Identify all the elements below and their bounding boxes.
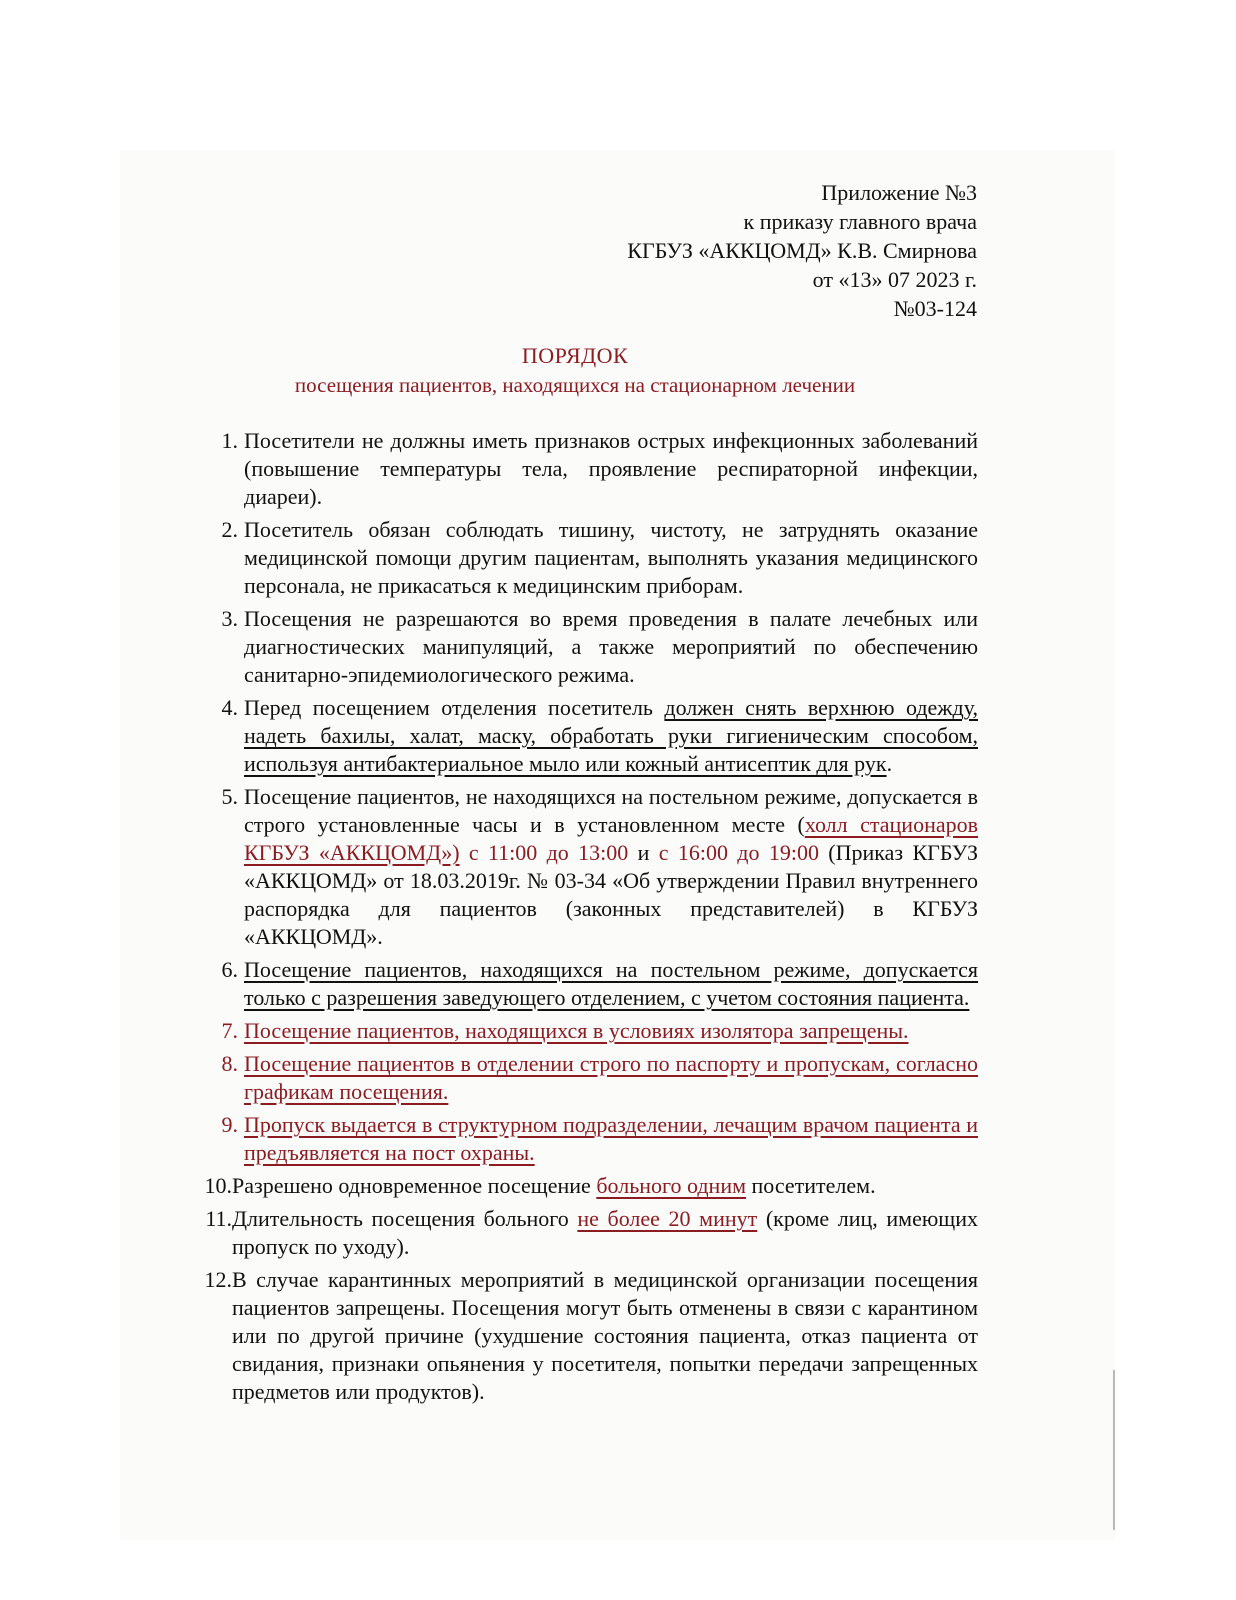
item-text-end: . bbox=[886, 751, 893, 776]
item-text bbox=[232, 1205, 978, 1261]
list-item bbox=[198, 783, 978, 951]
item-number: 3. bbox=[221, 606, 238, 631]
item-text-plain: Перед посещением отделения посетитель bbox=[244, 695, 665, 720]
item-text-plain: Длительность посещения больного bbox=[232, 1206, 578, 1231]
item-number: 5. bbox=[221, 784, 238, 809]
item-number: 8. bbox=[221, 1051, 238, 1076]
item-text-underlined: должен снять верхнюю одежду, надеть бахилы, халат, маску, обработать руки гигиеническим способом, используя антибактериальное мыло или кожный антисептик для рук bbox=[244, 695, 978, 776]
item-text: Посещение пациентов, находящихся на постельном режиме, допускается только с разрешения заведующего отделением, с учетом состояния пациента. bbox=[244, 957, 978, 1010]
visit-duration: не более 20 минут bbox=[577, 1206, 758, 1231]
item-text: Посетители не должны иметь признаков острых инфекционных заболеваний (повышение температуры тела, проявление респираторной инфекции, диареи). bbox=[244, 428, 978, 509]
item-number: 12. bbox=[204, 1267, 232, 1292]
item-text-plain: Разрешено одновременное посещение bbox=[232, 1173, 597, 1198]
item-number: 10. bbox=[204, 1173, 232, 1198]
item-number: 1. bbox=[221, 428, 238, 453]
order-reference-header bbox=[417, 178, 977, 323]
visit-hours-morning: с 11:00 до 13:00 bbox=[459, 840, 629, 865]
item-text-plain: (кроме лиц, имеющих пропуск по уходу). bbox=[232, 1206, 978, 1259]
order-number: №03-124 bbox=[893, 296, 977, 321]
appendix-label: Приложение №3 bbox=[821, 180, 977, 205]
document-subtitle: посещения пациентов, находящихся на стационарном лечении bbox=[294, 373, 856, 397]
item-text-plain: (Приказ КГБУЗ «АККЦОМД» от 18.03.2019г. № 03-34 «Об утверждении Правил внутреннего распорядка для пациентов (законных представителей) в КГБУЗ «АККЦОМД». bbox=[244, 840, 979, 949]
list-item bbox=[198, 516, 978, 600]
sheet-edge bbox=[1113, 1370, 1115, 1530]
visit-location: холл стационаров КГБУЗ «АККЦОМД») bbox=[244, 812, 978, 865]
item-text: Посещение пациентов в отделении строго по паспорту и пропускам, согласно графикам посещения. bbox=[244, 1051, 978, 1104]
rules-list bbox=[198, 427, 978, 1411]
list-item bbox=[198, 694, 978, 778]
item-text-plain: Посещение пациентов, не находящихся на постельном режиме, допускается в строго установленные часы и в установленном месте ( bbox=[244, 784, 978, 837]
item-text-plain: посетителем. bbox=[746, 1173, 876, 1198]
item-text: Посещения не разрешаются во время проведения в палате лечебных или диагностических манипуляций, а также мероприятий по обеспечению санитарно-эпидемиологического режима. bbox=[244, 606, 978, 687]
item-text: Пропуск выдается в структурном подразделении, лечащим врачом пациента и предъявляется на пост охраны. bbox=[244, 1112, 978, 1165]
item-text bbox=[244, 694, 978, 778]
item-text bbox=[244, 783, 978, 951]
item-text-plain: и bbox=[628, 840, 659, 865]
institution-label: КГБУЗ «АККЦОМД» К.В. Смирнова bbox=[627, 238, 977, 263]
item-number: 9. bbox=[221, 1112, 238, 1137]
list-item bbox=[198, 1266, 978, 1406]
item-number: 4. bbox=[221, 695, 238, 720]
list-item bbox=[198, 605, 978, 689]
list-item bbox=[198, 1172, 978, 1200]
list-item bbox=[198, 427, 978, 511]
item-text bbox=[232, 1172, 978, 1200]
list-item bbox=[198, 1205, 978, 1261]
visit-hours-evening: с 16:00 до 19:00 bbox=[658, 840, 819, 865]
item-text: Посетитель обязан соблюдать тишину, чистоту, не затруднять оказание медицинской помощи другим пациентам, выполнять указания медицинского персонала, не прикасаться к медицинским приборам. bbox=[244, 517, 978, 598]
list-item bbox=[198, 1111, 978, 1167]
list-item bbox=[198, 956, 978, 1012]
list-item bbox=[198, 1050, 978, 1106]
item-number: 7. bbox=[221, 1018, 238, 1043]
item-text: Посещение пациентов, находящихся в условиях изолятора запрещены. bbox=[244, 1018, 909, 1043]
item-number: 11. bbox=[205, 1206, 232, 1231]
list-item bbox=[198, 1017, 978, 1045]
order-date: от «13» 07 2023 г. bbox=[812, 267, 977, 292]
order-label: к приказу главного врача bbox=[743, 209, 977, 234]
item-number: 6. bbox=[221, 957, 238, 982]
item-text: В случае карантинных мероприятий в медицинской организации посещения пациентов запрещены. Посещения могут быть отменены в связи с карантином или по другой причине (ухудшение состояния пациента, отказ пациента от свидания, признаки опьянения у посетителя, попытки передачи запрещенных предметов или продуктов). bbox=[232, 1267, 978, 1404]
document-title: ПОРЯДОК bbox=[521, 343, 629, 368]
visitor-limit: больного одним bbox=[596, 1173, 747, 1198]
item-number: 2. bbox=[221, 517, 238, 542]
